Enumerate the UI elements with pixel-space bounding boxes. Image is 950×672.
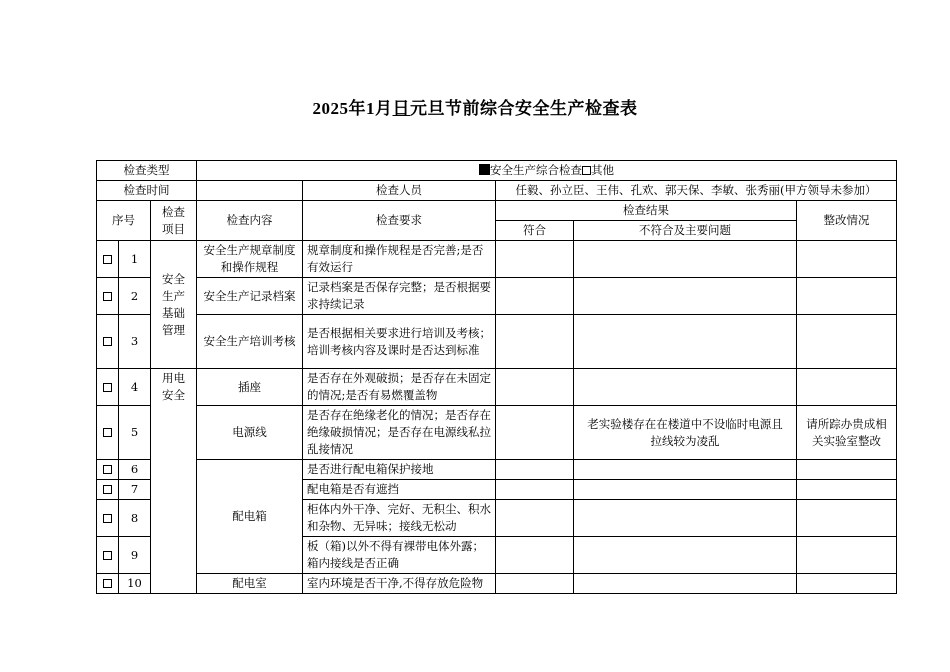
row-conform[interactable] <box>496 574 574 594</box>
row-conform[interactable] <box>496 460 574 480</box>
row-conform[interactable] <box>496 537 574 574</box>
table-row <box>97 278 897 315</box>
row-number: 2 <box>119 278 151 315</box>
row-problem[interactable] <box>574 241 797 278</box>
header-row-1 <box>97 201 897 221</box>
checkbox-icon[interactable] <box>103 485 112 494</box>
row-problem[interactable] <box>574 369 797 406</box>
row-problem[interactable] <box>574 278 797 315</box>
row-checkbox[interactable] <box>97 315 119 369</box>
row-content: 安全生产记录档案 <box>197 278 303 315</box>
row-problem[interactable] <box>574 460 797 480</box>
document-title <box>0 94 950 119</box>
type-option-2: 其他 <box>591 163 615 177</box>
row-checkbox[interactable] <box>97 574 119 594</box>
row-conform[interactable] <box>496 241 574 278</box>
table-row <box>97 574 897 594</box>
header-item: 检查 项目 <box>151 201 197 241</box>
row-number: 3 <box>119 315 151 369</box>
table-row <box>97 406 897 460</box>
row-requirement: 记录档案是否保存完整；是否根据要求持续记录 <box>303 278 496 315</box>
row-conform[interactable] <box>496 406 574 460</box>
row-rectify[interactable] <box>797 574 897 594</box>
inspectors-label: 检查人员 <box>303 181 496 201</box>
row-rectify[interactable] <box>797 315 897 369</box>
row-rectify[interactable] <box>797 241 897 278</box>
row-problem[interactable]: 老实验楼存在在楼道中不设临时电源且拉线较为凌乱 <box>574 406 797 460</box>
row-rectify[interactable] <box>797 278 897 315</box>
row-rectify[interactable] <box>797 460 897 480</box>
row-requirement: 室内环境是否干净,不得存放危险物 <box>303 574 496 594</box>
group-electrical-safety: 用电 安全 <box>151 369 197 594</box>
inspection-table <box>96 160 897 594</box>
checkbox-icon[interactable] <box>103 428 112 437</box>
row-number: 10 <box>119 574 151 594</box>
title-underlined: 日 <box>392 99 410 118</box>
row-number: 5 <box>119 406 151 460</box>
title-prefix: 2025年1月 <box>312 99 393 118</box>
row-requirement: 是否存在绝缘老化的情况；是否存在绝缘破损情况；是否存在电源线私拉乱接情况 <box>303 406 496 460</box>
row-rectify[interactable] <box>797 537 897 574</box>
row-checkbox[interactable] <box>97 278 119 315</box>
row-conform[interactable] <box>496 480 574 500</box>
row-problem[interactable] <box>574 537 797 574</box>
row-number: 6 <box>119 460 151 480</box>
checkbox-icon[interactable] <box>103 337 112 346</box>
row-requirement: 是否存在外观破损；是否存在未固定的情况;是否有易燃覆盖物 <box>303 369 496 406</box>
checkbox-icon[interactable] <box>103 579 112 588</box>
row-content: 安全生产培训考核 <box>197 315 303 369</box>
checked-box-icon[interactable] <box>479 164 490 175</box>
row-number: 4 <box>119 369 151 406</box>
row-rectify[interactable] <box>797 480 897 500</box>
row-requirement: 规章制度和操作规程是否完善;是否有效运行 <box>303 241 496 278</box>
row-conform[interactable] <box>496 369 574 406</box>
row-conform[interactable] <box>496 500 574 537</box>
row-number: 7 <box>119 480 151 500</box>
type-options <box>197 161 897 181</box>
header-conform: 符合 <box>496 221 574 241</box>
row-checkbox[interactable] <box>97 500 119 537</box>
time-value[interactable] <box>197 181 303 201</box>
checkbox-icon[interactable] <box>103 514 112 523</box>
distribution-box-content: 配电箱 <box>197 460 303 574</box>
table-row <box>97 315 897 369</box>
type-label: 检查类型 <box>97 161 197 181</box>
title-suffix: 元旦节前综合安全生产检查表 <box>410 99 638 118</box>
table-row <box>97 369 897 406</box>
row-problem[interactable] <box>574 315 797 369</box>
row-checkbox[interactable] <box>97 460 119 480</box>
checkbox-icon[interactable] <box>103 465 112 474</box>
row-requirement: 配电箱是否有遮挡 <box>303 480 496 500</box>
table-row <box>97 241 897 278</box>
type-row <box>97 161 897 181</box>
row-requirement: 是否进行配电箱保护接地 <box>303 460 496 480</box>
row-rectify[interactable]: 请所踪办贵成相关实验室整改 <box>797 406 897 460</box>
checkbox-icon[interactable] <box>103 551 112 560</box>
row-conform[interactable] <box>496 315 574 369</box>
row-number: 9 <box>119 537 151 574</box>
row-number: 1 <box>119 241 151 278</box>
checkbox-icon[interactable] <box>103 255 112 264</box>
row-checkbox[interactable] <box>97 480 119 500</box>
row-checkbox[interactable] <box>97 537 119 574</box>
row-content: 电源线 <box>197 406 303 460</box>
row-requirement: 是否根据相关要求进行培训及考核；培训考核内容及课时是否达到标准 <box>303 315 496 369</box>
row-problem[interactable] <box>574 480 797 500</box>
header-requirement: 检查要求 <box>303 201 496 241</box>
header-nonconform: 不符合及主要问题 <box>574 221 797 241</box>
row-content: 安全生产规章制度和操作规程 <box>197 241 303 278</box>
inspectors-value: 任毅、孙立臣、王伟、孔欢、郭天保、李敏、张秀丽(甲方领导未参加） <box>496 181 897 201</box>
row-checkbox[interactable] <box>97 241 119 278</box>
row-rectify[interactable] <box>797 369 897 406</box>
table-row <box>97 460 897 480</box>
row-problem[interactable] <box>574 574 797 594</box>
checkbox-icon[interactable] <box>582 166 591 175</box>
row-content: 配电室 <box>197 574 303 594</box>
header-seq: 序号 <box>97 201 151 241</box>
checkbox-icon[interactable] <box>103 383 112 392</box>
row-problem[interactable] <box>574 500 797 537</box>
group-basic-management: 安全 生产 基础 管理 <box>151 241 197 369</box>
type-option-1: 安全生产综合检查 <box>490 163 583 177</box>
row-rectify[interactable] <box>797 500 897 537</box>
row-number: 8 <box>119 500 151 537</box>
time-row <box>97 181 897 201</box>
row-requirement: 板（箱)以外不得有裸带电体外露；箱内接线是否正确 <box>303 537 496 574</box>
row-checkbox[interactable] <box>97 369 119 406</box>
row-requirement: 柜体内外干净、完好、无积尘、积水和杂物、无异味；接线无松动 <box>303 500 496 537</box>
header-content: 检查内容 <box>197 201 303 241</box>
row-conform[interactable] <box>496 278 574 315</box>
row-checkbox[interactable] <box>97 406 119 460</box>
header-rectify: 整改情况 <box>797 201 897 241</box>
header-result: 检查结果 <box>496 201 797 221</box>
row-content: 插座 <box>197 369 303 406</box>
checkbox-icon[interactable] <box>103 292 112 301</box>
time-label: 检查时间 <box>97 181 197 201</box>
